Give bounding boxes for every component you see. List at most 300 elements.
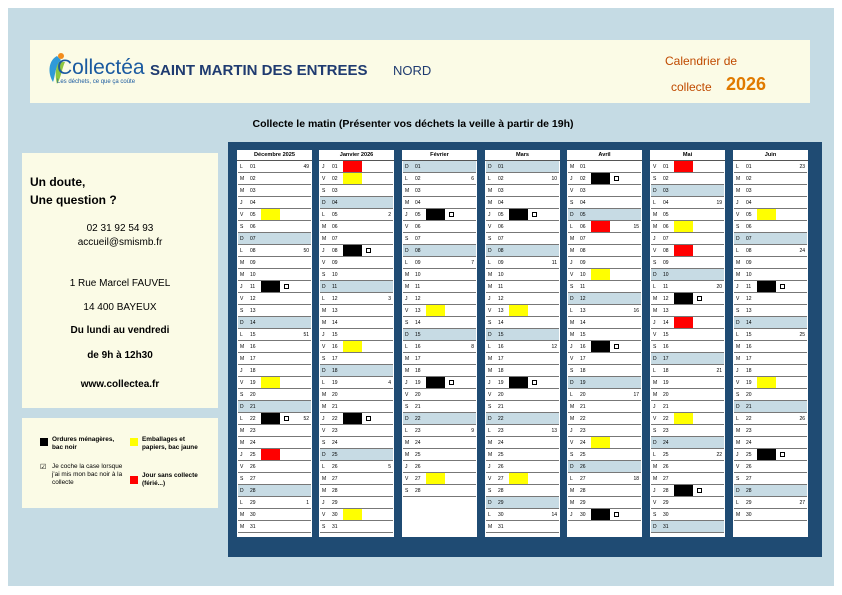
yellow-bin-marker — [261, 209, 280, 220]
day-row — [238, 317, 311, 329]
yellow-bin-marker — [509, 305, 528, 316]
day-number: 24 — [580, 440, 586, 446]
day-letter: D — [405, 164, 409, 170]
collection-checkbox[interactable] — [449, 212, 454, 217]
day-number: 12 — [746, 296, 752, 302]
day-number: 05 — [663, 212, 669, 218]
website-link[interactable]: www.collectea.fr — [80, 379, 160, 390]
legend-panel — [22, 418, 218, 508]
day-letter: J — [570, 512, 573, 518]
day-letter: V — [488, 308, 492, 314]
day-letter: M — [405, 284, 410, 290]
black-bin-marker — [591, 341, 610, 352]
day-letter: J — [736, 200, 739, 206]
day-number: 17 — [663, 356, 669, 362]
legend-black-line2: bac noir — [52, 444, 77, 451]
day-letter: M — [240, 272, 245, 278]
collection-checkbox[interactable] — [284, 416, 289, 421]
day-letter: L — [488, 176, 491, 182]
day-number: 02 — [250, 176, 256, 182]
day-row — [486, 377, 559, 389]
day-letter: D — [570, 380, 574, 386]
day-row — [238, 401, 311, 413]
day-row — [486, 173, 559, 185]
day-number: 24 — [663, 440, 669, 446]
day-row — [734, 497, 807, 509]
day-number: 19 — [415, 380, 421, 386]
day-letter: V — [736, 212, 740, 218]
day-letter: J — [322, 416, 325, 422]
day-number: 04 — [250, 200, 256, 206]
day-number: 30 — [746, 512, 752, 518]
day-number: 05 — [415, 212, 421, 218]
day-letter: D — [405, 248, 409, 254]
day-number: 23 — [332, 428, 338, 434]
day-row — [486, 437, 559, 449]
day-number: 29 — [250, 500, 256, 506]
day-letter: V — [570, 356, 574, 362]
day-letter: D — [322, 200, 326, 206]
day-row — [568, 377, 641, 389]
day-letter: M — [653, 224, 658, 230]
day-row — [568, 485, 641, 497]
day-letter: S — [653, 344, 657, 350]
day-letter: L — [570, 224, 573, 230]
yellow-bin-marker — [674, 221, 693, 232]
day-number: 04 — [415, 200, 421, 206]
day-letter: J — [322, 164, 325, 170]
day-row — [320, 449, 393, 461]
day-number: 30 — [332, 512, 338, 518]
day-number: 06 — [498, 224, 504, 230]
day-number: 06 — [663, 224, 669, 230]
day-number: 20 — [746, 392, 752, 398]
day-row — [568, 365, 641, 377]
week-number: 22 — [716, 452, 722, 458]
day-row — [651, 473, 724, 485]
day-row — [651, 485, 724, 497]
day-letter: J — [405, 296, 408, 302]
collection-checkbox[interactable] — [532, 212, 537, 217]
day-number: 24 — [332, 440, 338, 446]
day-row — [568, 317, 641, 329]
day-row — [238, 449, 311, 461]
day-number: 05 — [332, 212, 338, 218]
day-number: 18 — [663, 368, 669, 374]
calendar-title-line2: collecte — [671, 80, 712, 94]
legend-yellow-line2: papiers, bac jaune — [142, 444, 198, 451]
day-number: 28 — [580, 488, 586, 494]
day-number: 01 — [663, 164, 669, 170]
day-number: 22 — [580, 416, 586, 422]
day-row — [651, 449, 724, 461]
day-number: 13 — [415, 308, 421, 314]
day-row — [651, 233, 724, 245]
day-letter: L — [653, 284, 656, 290]
day-row — [651, 413, 724, 425]
day-row — [568, 413, 641, 425]
day-letter: S — [322, 440, 326, 446]
yellow-bin-marker — [426, 473, 445, 484]
no-collection-marker — [261, 449, 280, 460]
day-number: 18 — [580, 368, 586, 374]
day-number: 26 — [250, 464, 256, 470]
day-letter: M — [488, 440, 493, 446]
day-row — [320, 209, 393, 221]
day-number: 04 — [580, 200, 586, 206]
day-number: 13 — [663, 308, 669, 314]
day-row — [486, 485, 559, 497]
day-row — [486, 425, 559, 437]
day-number: 27 — [332, 476, 338, 482]
day-row — [238, 329, 311, 341]
day-letter: V — [240, 380, 244, 386]
day-letter: J — [405, 212, 408, 218]
day-row — [734, 281, 807, 293]
day-number: 11 — [415, 284, 421, 290]
day-row — [320, 221, 393, 233]
day-row — [568, 173, 641, 185]
day-row — [320, 185, 393, 197]
day-row — [651, 377, 724, 389]
day-number: 25 — [663, 452, 669, 458]
day-row — [320, 473, 393, 485]
week-number: 6 — [471, 176, 474, 182]
day-row — [651, 317, 724, 329]
no-collection-marker — [343, 161, 362, 172]
day-row — [734, 329, 807, 341]
day-row — [651, 461, 724, 473]
day-row — [734, 173, 807, 185]
day-number: 20 — [415, 392, 421, 398]
week-number: 27 — [799, 500, 805, 506]
day-letter: M — [405, 356, 410, 362]
day-number: 07 — [746, 236, 752, 242]
contact-phone[interactable]: 02 31 92 54 93 — [86, 223, 154, 234]
day-letter: M — [322, 320, 327, 326]
collection-checkbox[interactable] — [780, 284, 785, 289]
calendar-title-line1: Calendrier de — [665, 54, 738, 68]
month-title: Janvier 2026 — [319, 150, 394, 161]
day-letter: D — [488, 164, 492, 170]
day-letter: D — [736, 488, 740, 494]
day-number: 22 — [746, 416, 752, 422]
day-row — [734, 233, 807, 245]
day-number: 04 — [746, 200, 752, 206]
day-letter: J — [240, 452, 243, 458]
day-letter: D — [488, 332, 492, 338]
day-number: 29 — [663, 500, 669, 506]
day-number: 21 — [498, 404, 504, 410]
day-number: 26 — [498, 464, 504, 470]
day-number: 27 — [498, 476, 504, 482]
day-row — [238, 497, 311, 509]
day-number: 19 — [663, 380, 669, 386]
town-name: SAINT MARTIN DES ENTREES — [150, 62, 368, 79]
day-number: 19 — [498, 380, 504, 386]
day-row — [238, 461, 311, 473]
collection-checkbox[interactable] — [366, 416, 371, 421]
week-number: 52 — [303, 416, 309, 422]
black-bin-marker — [509, 377, 528, 388]
day-number: 29 — [580, 500, 586, 506]
day-letter: D — [322, 284, 326, 290]
day-row — [403, 221, 476, 233]
day-number: 27 — [250, 476, 256, 482]
day-letter: M — [405, 272, 410, 278]
day-row — [734, 209, 807, 221]
day-row — [320, 521, 393, 533]
day-row — [403, 233, 476, 245]
day-letter: L — [322, 380, 325, 386]
week-number: 26 — [799, 416, 805, 422]
day-letter: S — [322, 356, 326, 362]
contact-email[interactable]: accueil@smismb.fr — [77, 237, 163, 248]
day-row — [320, 509, 393, 521]
calendar-year: 2026 — [726, 74, 767, 94]
day-number: 13 — [250, 308, 256, 314]
day-letter: L — [405, 176, 408, 182]
day-number: 09 — [746, 260, 752, 266]
day-letter: D — [240, 236, 244, 242]
collection-checkbox[interactable] — [614, 512, 619, 517]
day-row — [734, 365, 807, 377]
day-letter: J — [488, 464, 491, 470]
day-row — [238, 485, 311, 497]
logo-wordmark: Collectéa — [57, 56, 145, 79]
day-row — [238, 521, 311, 533]
day-number: 26 — [580, 464, 586, 470]
day-row — [238, 281, 311, 293]
day-number: 28 — [332, 488, 338, 494]
day-letter: M — [653, 308, 658, 314]
day-row — [651, 521, 724, 533]
day-row — [320, 377, 393, 389]
day-number: 13 — [746, 308, 752, 314]
black-bin-marker — [591, 509, 610, 520]
day-number: 23 — [498, 428, 504, 434]
day-letter: J — [653, 236, 656, 242]
day-row — [734, 305, 807, 317]
day-row — [651, 197, 724, 209]
day-row — [568, 401, 641, 413]
legend-black-line1: Ordures ménagères, — [52, 436, 115, 443]
day-number: 08 — [746, 248, 752, 254]
day-number: 04 — [498, 200, 504, 206]
collection-checkbox[interactable] — [532, 380, 537, 385]
day-row — [238, 197, 311, 209]
collection-checkbox[interactable] — [284, 284, 289, 289]
day-number: 28 — [663, 488, 669, 494]
day-row — [238, 377, 311, 389]
day-letter: M — [488, 200, 493, 206]
day-number: 17 — [580, 356, 586, 362]
collection-checkbox[interactable] — [780, 452, 785, 457]
day-letter: S — [240, 308, 244, 314]
day-letter: L — [240, 248, 243, 254]
no-collection-marker — [674, 245, 693, 256]
day-row — [568, 497, 641, 509]
month-title: Décembre 2025 — [237, 150, 312, 161]
week-number: 24 — [799, 248, 805, 254]
day-number: 25 — [250, 452, 256, 458]
week-number: 19 — [716, 200, 722, 206]
day-row — [320, 293, 393, 305]
day-letter: V — [570, 272, 574, 278]
day-number: 30 — [250, 512, 256, 518]
day-letter: V — [736, 380, 740, 386]
day-number: 04 — [663, 200, 669, 206]
day-number: 18 — [746, 368, 752, 374]
day-row — [651, 293, 724, 305]
day-letter: L — [240, 416, 243, 422]
week-number: 14 — [551, 512, 557, 518]
day-number: 14 — [415, 320, 421, 326]
collection-checkbox[interactable] — [697, 488, 702, 493]
day-row — [651, 401, 724, 413]
day-number: 27 — [663, 476, 669, 482]
day-number: 11 — [580, 284, 586, 290]
day-letter: M — [570, 248, 575, 254]
yellow-bin-marker — [591, 269, 610, 280]
day-number: 07 — [663, 236, 669, 242]
day-number: 30 — [580, 512, 586, 518]
day-row — [238, 185, 311, 197]
legend-black-label — [52, 436, 114, 452]
day-row — [734, 437, 807, 449]
month-title: Avril — [567, 150, 642, 161]
day-number: 09 — [332, 260, 338, 266]
day-number: 12 — [415, 296, 421, 302]
day-letter: S — [570, 452, 574, 458]
day-letter: V — [736, 296, 740, 302]
day-number: 22 — [250, 416, 256, 422]
day-letter: M — [570, 332, 575, 338]
day-letter: J — [240, 200, 243, 206]
day-number: 02 — [580, 176, 586, 182]
week-number: 15 — [633, 224, 639, 230]
week-number: 8 — [471, 344, 474, 350]
day-letter: V — [653, 500, 657, 506]
day-number: 13 — [580, 308, 586, 314]
day-number: 15 — [250, 332, 256, 338]
day-row — [651, 209, 724, 221]
question-heading — [30, 173, 117, 209]
day-number: 06 — [746, 224, 752, 230]
day-letter: L — [653, 452, 656, 458]
day-letter: S — [488, 236, 492, 242]
day-letter: S — [322, 524, 326, 530]
day-row — [651, 353, 724, 365]
day-letter: M — [322, 476, 327, 482]
collection-checkbox[interactable] — [697, 296, 702, 301]
week-number: 11 — [551, 260, 557, 266]
day-number: 24 — [746, 440, 752, 446]
day-letter: M — [653, 476, 658, 482]
day-number: 27 — [415, 476, 421, 482]
month-column — [402, 150, 477, 537]
day-number: 19 — [746, 380, 752, 386]
day-letter: V — [488, 476, 492, 482]
day-letter: J — [570, 344, 573, 350]
day-row — [486, 221, 559, 233]
day-number: 24 — [250, 440, 256, 446]
black-bin-marker — [426, 209, 445, 220]
legend-check-label — [52, 463, 122, 487]
no-collection-marker — [674, 317, 693, 328]
day-row — [238, 209, 311, 221]
black-bin-marker — [757, 281, 776, 292]
day-row — [486, 257, 559, 269]
collection-checkbox[interactable] — [366, 248, 371, 253]
day-row — [651, 497, 724, 509]
day-letter: M — [653, 212, 658, 218]
day-letter: M — [405, 440, 410, 446]
day-letter: J — [322, 500, 325, 506]
day-row — [403, 257, 476, 269]
day-row — [651, 269, 724, 281]
day-number: 14 — [498, 320, 504, 326]
day-letter: L — [736, 332, 739, 338]
day-number: 25 — [746, 452, 752, 458]
contact-panel — [22, 153, 218, 408]
collection-notice: Collecte le matin (Présenter vos déchets la veille à partir de 19h) — [252, 118, 574, 130]
day-number: 16 — [250, 344, 256, 350]
day-row — [486, 413, 559, 425]
day-row — [486, 509, 559, 521]
day-letter: L — [570, 392, 573, 398]
yellow-bin-marker — [757, 377, 776, 388]
day-row — [734, 293, 807, 305]
day-number: 06 — [415, 224, 421, 230]
day-row — [320, 389, 393, 401]
day-row — [568, 257, 641, 269]
day-row — [486, 185, 559, 197]
black-bin-marker — [261, 413, 280, 424]
day-letter: S — [653, 260, 657, 266]
day-row — [238, 389, 311, 401]
day-row — [651, 305, 724, 317]
day-row — [568, 233, 641, 245]
day-row — [403, 437, 476, 449]
collection-checkbox[interactable] — [614, 344, 619, 349]
day-letter: M — [405, 368, 410, 374]
day-letter: M — [570, 500, 575, 506]
week-number: 23 — [799, 164, 805, 170]
month-column — [485, 150, 560, 537]
day-row — [403, 305, 476, 317]
collection-checkbox[interactable] — [614, 176, 619, 181]
day-number: 30 — [498, 512, 504, 518]
day-letter: J — [736, 284, 739, 290]
day-row — [486, 461, 559, 473]
day-number: 17 — [250, 356, 256, 362]
day-number: 14 — [250, 320, 256, 326]
day-row — [486, 521, 559, 533]
day-letter: M — [322, 404, 327, 410]
day-number: 12 — [332, 296, 338, 302]
day-letter: S — [322, 272, 326, 278]
black-bin-marker — [343, 245, 362, 256]
day-letter: M — [653, 296, 658, 302]
day-letter: S — [405, 404, 409, 410]
day-row — [403, 353, 476, 365]
day-row — [403, 269, 476, 281]
black-bin-marker — [674, 485, 693, 496]
collection-checkbox[interactable] — [449, 380, 454, 385]
day-row — [734, 257, 807, 269]
day-row — [320, 305, 393, 317]
